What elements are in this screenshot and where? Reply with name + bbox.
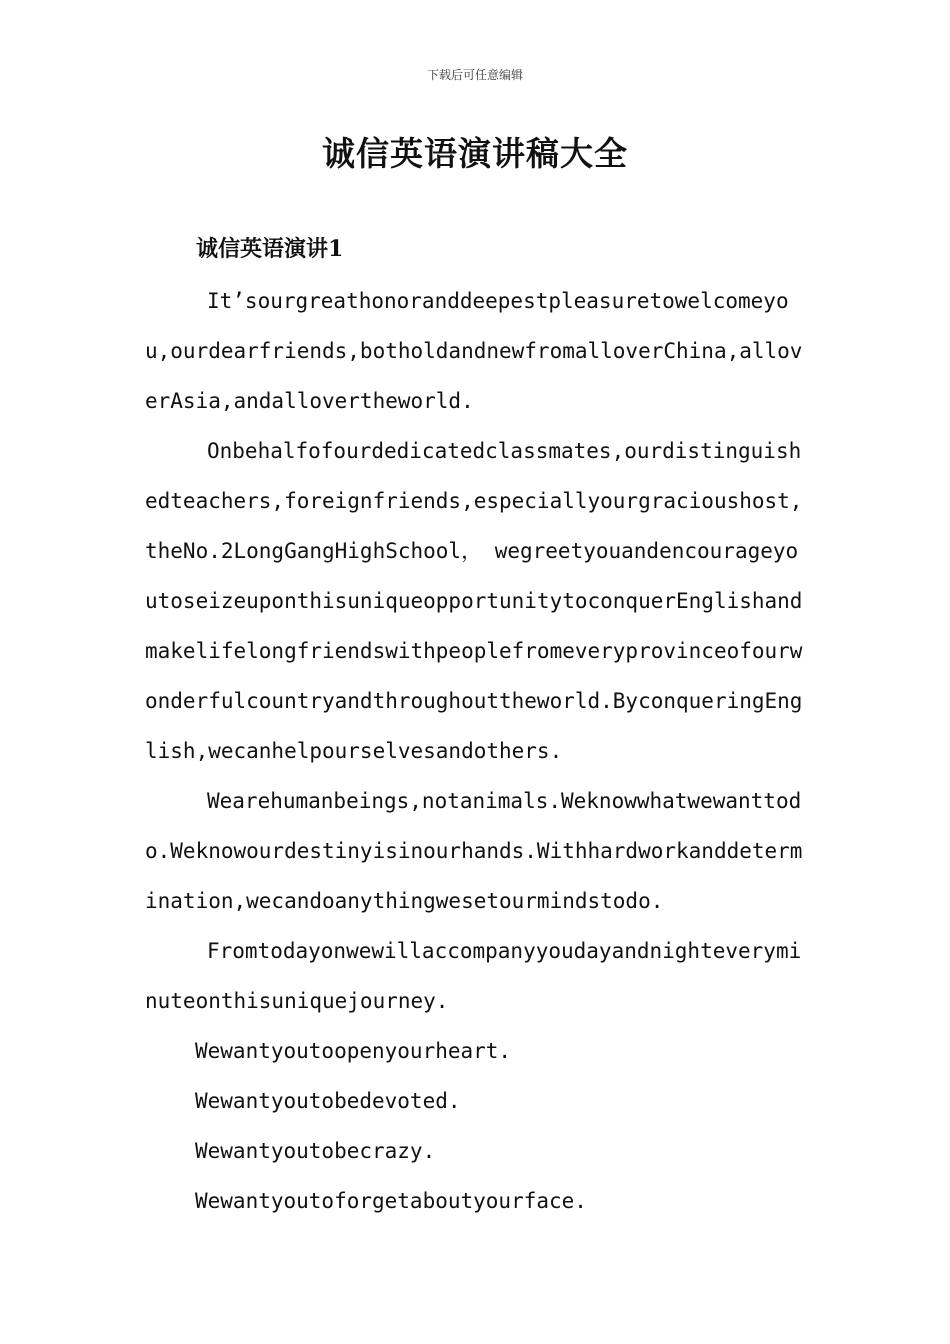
document-title: 诚信英语演讲稿大全: [322, 134, 628, 173]
short-line-1: Wewantyoutoopenyourheart.: [195, 1039, 512, 1063]
section-heading: 诚信英语演讲1: [196, 236, 344, 262]
paragraph-3: Wearehumanbeings,notanimals.Weknowwhatwewanttodo.Weknowourdestinyisinourhands.Withhardworkanddetermination,wecandoanythingwesetourmindstodo.: [145, 789, 803, 913]
short-line-2: Wewantyoutobedevoted.: [195, 1089, 461, 1113]
short-line-3: Wewantyoutobecrazy.: [195, 1139, 436, 1163]
paragraph-2: Onbehalfofourdedicatedclassmates,ourdistinguishedteachers,foreignfriends,especiallyourgracioushost,theNo.2LongGangHighSchool， wegreetyouandencourageyoutoseizeuponthisuniqueopportunitytoconquerEnglishandmakelifelongfriendswithpeoplefromeveryprovinceofourwonderfulcountryandthroughouttheworld.ByconqueringEnglish,wecanhelpourselvesandothers.: [145, 439, 803, 763]
paragraph-1: It’sourgreathonoranddeepestpleasuretowelcomeyou,ourdearfriends,botholdandnewfromalloverChina,alloverAsia,andallovertheworld.: [145, 289, 803, 413]
header-note: 下载后可任意编辑: [426, 68, 523, 82]
paragraph-4: Fromtodayonwewillaccompanyyoudayandnighteveryminuteonthisuniquejourney.: [145, 939, 802, 1013]
short-line-4: Wewantyoutoforgetaboutyourface.: [195, 1189, 587, 1213]
speech-body: [145, 276, 809, 1226]
